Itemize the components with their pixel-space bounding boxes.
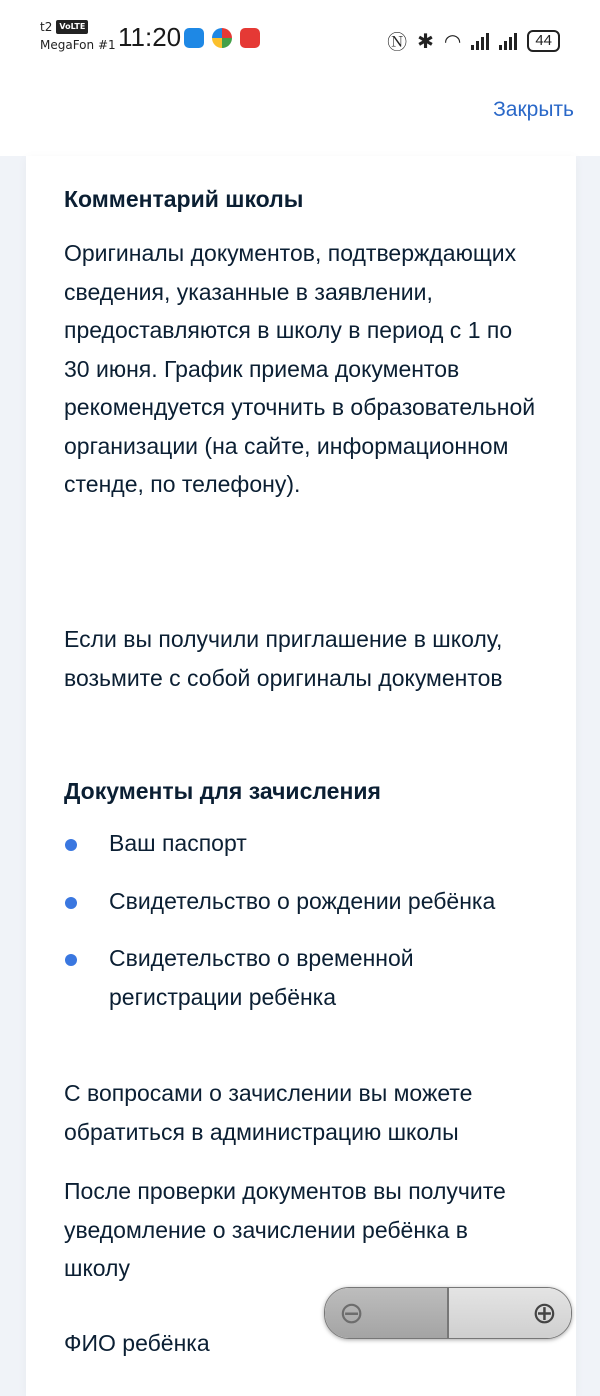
mail-app-icon [184,28,204,48]
zoom-in-icon: ⊕ [531,1295,557,1331]
zoom-control [324,1287,572,1339]
notification-icons [184,28,260,48]
volte-badge: VoLTE [56,20,88,34]
signal-icon-2 [499,32,517,50]
page-header [0,80,600,156]
zoom-in-button[interactable] [449,1288,571,1338]
bluetooth-icon: ✱ [417,28,434,53]
school-comment-title: Комментарий школы [64,186,304,212]
documents-title: Документы для зачисления [64,778,381,804]
status-bar [0,0,600,80]
carrier-top: t2 [40,20,53,34]
documents-list [64,824,544,1035]
zoom-out-icon: ⊖ [339,1295,365,1331]
carrier-info [40,20,116,52]
list-item: Свидетельство о рождении ребёнка [64,882,544,921]
info-card [26,156,576,1396]
school-comment-text: Оригиналы документов, подтверждающих сведения, указанные в заявлении, предоставляются в школу в период с 1 по 30 июня. График приема документов рекомендуется уточнить в образовательной организации (на сайте, информационном стенде, по телефону). [64,240,536,497]
gallery-app-icon [240,28,260,48]
carrier-name: MegaFon #1 [40,38,116,52]
wifi-icon: ◠ [443,28,462,53]
zoom-out-button[interactable] [325,1288,449,1338]
app-icon [212,28,232,48]
notification-note: После проверки документов вы получите уведомление о зачислении ребёнка в школу [64,1178,506,1281]
child-name-label: ФИО ребёнка [64,1330,210,1356]
close-button[interactable]: Закрыть [493,98,574,121]
questions-note: С вопросами о зачислении вы можете обратиться в администрацию школы [64,1080,473,1145]
system-icons [387,26,560,55]
battery-icon: 44 [527,30,560,52]
list-item: Свидетельство о временной регистрации ребёнка [64,939,544,1016]
invitation-text: Если вы получили приглашение в школу, возьмите с собой оригиналы документов [64,626,503,691]
status-time: 11:20 [118,22,182,52]
list-item: Ваш паспорт [64,824,544,863]
nfc-icon: Ⓝ [387,30,408,54]
signal-icon-1 [471,32,489,50]
